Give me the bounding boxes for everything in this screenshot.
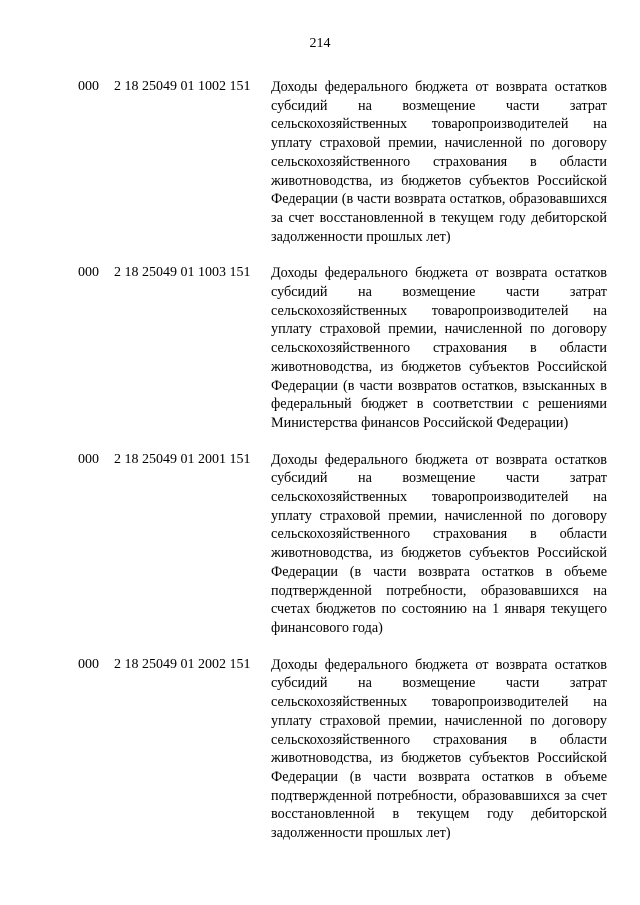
budget-classification-code: 2 18 25049 01 2001 151 — [114, 451, 251, 467]
entry-description: Доходы федерального бюджета от возврата остатков субсидий на возмещение части затрат сельскохозяйственных товаропроизводителей на уплату страховой премии, начисленной по договору сельскохозяйственного страхования в области животноводства, из бюджетов субъектов Российской Федерации (в части возвратов остатков, взысканных в федеральный бюджет в соответствии с решениями Министерства финансов Российской Федерации) — [271, 265, 607, 431]
entry-description: Доходы федерального бюджета от возврата остатков субсидий на возмещение части затрат сельскохозяйственных товаропроизводителей на уплату страховой премии, начисленной по договору сельскохозяйственного страхования в области животноводства, из бюджетов субъектов Российской Федерации (в части возврата остатков, образовавшихся за счет восстановленной в текущем году дебиторской задолженности прошлых лет) — [271, 79, 607, 245]
budget-code-entry — [0, 451, 640, 638]
budget-code-entry — [0, 264, 640, 432]
budget-classification-code: 2 18 25049 01 1002 151 — [114, 79, 251, 94]
admin-code: 000 — [78, 265, 99, 281]
budget-classification-code: 2 18 25049 01 1003 151 — [114, 265, 251, 281]
budget-code-entry — [0, 656, 640, 843]
admin-code: 000 — [78, 79, 99, 94]
entry-description: Доходы федерального бюджета от возврата остатков субсидий на возмещение части затрат сельскохозяйственных товаропроизводителей на уплату страховой премии, начисленной по договору сельскохозяйственного страхования в области животноводства, из бюджетов субъектов Российской Федерации (в части возврата остатков в объеме подтвержденной потребности, образовавшихся на счетах бюджетов по состоянию на 1 января текущего финансового года) — [271, 451, 607, 636]
budget-code-entry — [0, 78, 640, 246]
budget-code-list — [0, 78, 640, 861]
admin-code: 000 — [78, 656, 99, 672]
page-number: 214 — [309, 36, 331, 51]
budget-classification-code: 2 18 25049 01 2002 151 — [114, 656, 251, 672]
entry-description: Доходы федерального бюджета от возврата остатков субсидий на возмещение части затрат сельскохозяйственных товаропроизводителей на уплату страховой премии, начисленной по договору сельскохозяйственного страхования в области животноводства, из бюджетов субъектов Российской Федерации (в части возврата остатков в объеме подтвержденной потребности, образовавшихся за счет восстановленной в текущем году дебиторской задолженности прошлых лет) — [271, 656, 607, 842]
admin-code: 000 — [78, 451, 99, 467]
